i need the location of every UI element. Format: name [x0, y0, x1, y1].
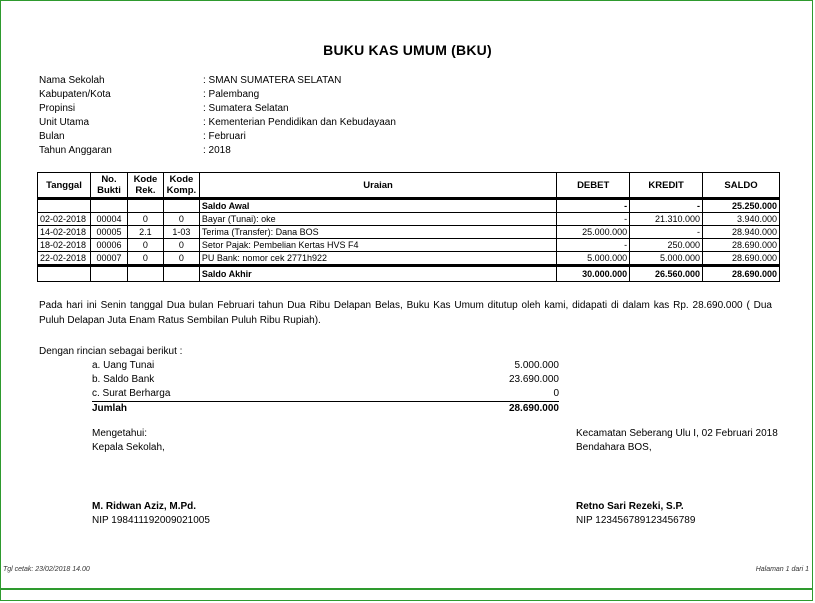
cell-no-bukti: 00006	[90, 239, 127, 252]
info-value: : Sumatera Selatan	[203, 103, 289, 114]
cell-saldo: 28.690.000	[703, 266, 780, 282]
header-kode-rek-line2: Rek.	[135, 185, 156, 196]
cell-kredit: -	[630, 226, 703, 239]
cell-uraian: PU Bank: nomor cek 2771h922	[199, 252, 556, 266]
cell-tanggal: 02-02-2018	[38, 213, 91, 226]
cell-saldo: 28.690.000	[703, 252, 780, 266]
print-date: Tgl cetak: 23/02/2018 14.00	[3, 566, 90, 573]
signature-left-footer	[92, 500, 210, 528]
cell-saldo: 3.940.000	[703, 213, 780, 226]
school-info	[39, 74, 396, 158]
header-uraian: Uraian	[199, 173, 556, 199]
rincian-label: b. Saldo Bank	[92, 374, 155, 385]
header-kode-rek	[127, 173, 163, 199]
cell-uraian: Terima (Transfer): Dana BOS	[199, 226, 556, 239]
cell-saldo: 25.250.000	[703, 199, 780, 213]
info-value: : Palembang	[203, 89, 260, 100]
cell-saldo: 28.940.000	[703, 226, 780, 239]
info-value: : Februari	[203, 131, 246, 142]
signature-right-footer	[576, 500, 695, 528]
signature-right-line2: Bendahara BOS,	[576, 442, 652, 453]
cell-kode-rek: 0	[127, 213, 163, 226]
cell-tanggal: 18-02-2018	[38, 239, 91, 252]
cell-kode-rek	[127, 199, 163, 213]
signature-left-header	[92, 427, 165, 455]
info-value: : Kementerian Pendidikan dan Kebudayaan	[203, 117, 396, 128]
table-row	[38, 239, 780, 252]
rincian-label: a. Uang Tunai	[92, 360, 155, 371]
cell-kredit: 21.310.000	[630, 213, 703, 226]
signature-left-nip: NIP 198411192009021005	[92, 515, 210, 526]
rincian-total-label: Jumlah	[92, 403, 128, 414]
rincian-title: Dengan rincian sebagai berikut :	[39, 346, 183, 357]
table-row	[38, 252, 780, 266]
header-no-bukti	[90, 173, 127, 199]
table-row	[38, 226, 780, 239]
table-row-saldo-awal	[38, 199, 780, 213]
header-no-bukti-line2: Bukti	[97, 185, 121, 196]
cell-no-bukti: 00004	[90, 213, 127, 226]
header-tanggal: Tanggal	[38, 173, 91, 199]
cell-saldo: 28.690.000	[703, 239, 780, 252]
rincian-value: 0	[553, 388, 559, 399]
rincian-item-saldo-bank	[92, 373, 559, 387]
rincian-total-value: 28.690.000	[508, 403, 559, 414]
cell-kode-rek: 2.1	[127, 226, 163, 239]
cell-debet: -	[557, 199, 630, 213]
info-label: Kabupaten/Kota	[39, 89, 111, 100]
table-header-row	[38, 173, 780, 199]
page-number: Halaman 1 dari 1	[755, 566, 809, 573]
rincian-item-uang-tunai	[92, 359, 559, 373]
rincian-label: c. Surat Berharga	[92, 388, 171, 399]
info-row-propinsi	[39, 102, 396, 116]
signature-left-line1: Mengetahui:	[92, 428, 148, 439]
info-value: : 2018	[203, 145, 231, 156]
cell-tanggal	[38, 199, 91, 213]
info-value: : SMAN SUMATERA SELATAN	[203, 75, 342, 86]
cell-debet: 25.000.000	[557, 226, 630, 239]
cell-kode-komp: 0	[163, 213, 199, 226]
info-label: Nama Sekolah	[39, 75, 105, 86]
cell-kode-komp	[163, 266, 199, 282]
rincian-value: 5.000.000	[514, 360, 559, 371]
cell-no-bukti	[90, 266, 127, 282]
cell-uraian: Saldo Akhir	[199, 266, 556, 282]
cell-kode-komp: 0	[163, 239, 199, 252]
rincian-total	[92, 401, 559, 416]
signature-left-name: M. Ridwan Aziz, M.Pd.	[92, 501, 197, 512]
cell-kode-rek: 0	[127, 252, 163, 266]
header-kredit: KREDIT	[630, 173, 703, 199]
cell-no-bukti	[90, 199, 127, 213]
cell-tanggal: 22-02-2018	[38, 252, 91, 266]
cell-debet: -	[557, 239, 630, 252]
cell-uraian: Bayar (Tunai): oke	[199, 213, 556, 226]
info-row-kabupaten	[39, 88, 396, 102]
info-row-tahun-anggaran	[39, 144, 396, 158]
header-kode-komp	[163, 173, 199, 199]
header-debet: DEBET	[557, 173, 630, 199]
signature-right-header	[576, 427, 778, 455]
info-label: Unit Utama	[39, 117, 90, 128]
cell-kredit: 5.000.000	[630, 252, 703, 266]
rincian-item-surat-berharga	[92, 387, 559, 401]
cell-uraian: Setor Pajak: Pembelian Kertas HVS F4	[199, 239, 556, 252]
header-no-bukti-line1: No.	[101, 174, 117, 185]
header-kode-komp-line2: Komp.	[166, 185, 197, 196]
rincian-value: 23.690.000	[508, 374, 559, 385]
signature-left-line2: Kepala Sekolah,	[92, 442, 165, 453]
info-label: Propinsi	[39, 103, 76, 114]
signature-right-name: Retno Sari Rezeki, S.P.	[576, 501, 684, 512]
cell-no-bukti: 00005	[90, 226, 127, 239]
info-label: Tahun Anggaran	[39, 145, 112, 156]
frame-divider	[0, 588, 813, 590]
cell-kode-komp: 1-03	[163, 226, 199, 239]
signature-right-line1: Kecamatan Seberang Ulu I, 02 Februari 2018	[576, 428, 778, 439]
info-row-bulan	[39, 130, 396, 144]
header-kode-rek-line1: Kode	[133, 174, 158, 185]
signature-right-nip: NIP 123456789123456789	[576, 515, 696, 526]
table-row	[38, 213, 780, 226]
cell-kode-rek: 0	[127, 239, 163, 252]
closing-statement: Pada hari ini Senin tanggal Dua bulan Februari tahun Dua Ribu Delapan Belas, Buku Kas Umum ditutup oleh kami, didapati di dalam kas Rp. 28.690.000 ( Dua Puluh Delapan Juta Enam Ratus Sembilan Puluh Ribu Rupiah).	[39, 300, 772, 326]
header-saldo: SALDO	[703, 173, 780, 199]
cell-tanggal	[38, 266, 91, 282]
table-row-saldo-akhir	[38, 266, 780, 282]
cell-debet: -	[557, 213, 630, 226]
cell-uraian: Saldo Awal	[199, 199, 556, 213]
cell-debet: 30.000.000	[557, 266, 630, 282]
cell-kode-komp: 0	[163, 252, 199, 266]
info-label: Bulan	[39, 131, 65, 142]
cell-debet: 5.000.000	[557, 252, 630, 266]
header-kode-komp-line1: Kode	[169, 174, 194, 185]
info-row-unit-utama	[39, 116, 396, 130]
cell-no-bukti: 00007	[90, 252, 127, 266]
cell-kredit: -	[630, 199, 703, 213]
cell-kredit: 250.000	[630, 239, 703, 252]
info-row-nama-sekolah	[39, 74, 396, 88]
cell-tanggal: 14-02-2018	[38, 226, 91, 239]
cell-kode-komp	[163, 199, 199, 213]
cell-kode-rek	[127, 266, 163, 282]
bku-table	[37, 172, 780, 282]
cell-kredit: 26.560.000	[630, 266, 703, 282]
rincian-list	[92, 359, 559, 416]
document-title: BUKU KAS UMUM (BKU)	[323, 42, 492, 58]
